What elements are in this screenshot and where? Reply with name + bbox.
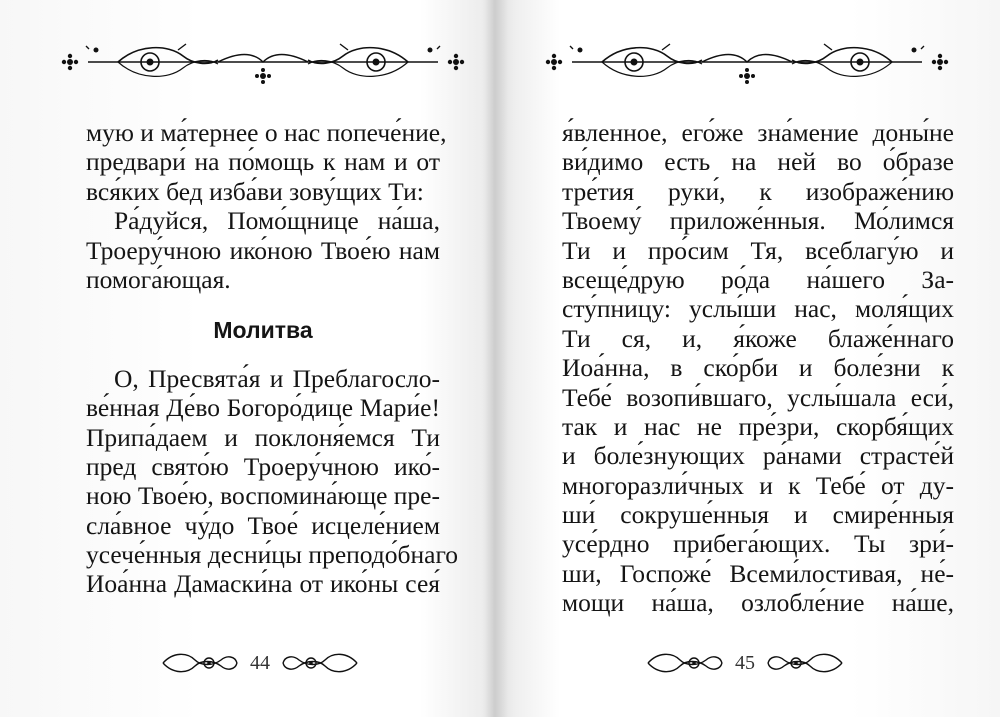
text-line: О, Пресвята́я и Преблагосло-: [114, 363, 440, 393]
left-page-text: [86, 118, 459, 599]
text-line: помога́ющая.: [86, 264, 231, 294]
text-line: я́вленное, его́же зна́мение доны́не: [562, 118, 954, 147]
text-line: Иоа́нна Дамаски́на от ико́ны сея́: [86, 569, 440, 599]
floral-vine-ornament-icon: [542, 36, 952, 88]
text-line: и боле́знующих ра́нами страсте́й: [562, 441, 954, 471]
text-line: так и нас не пре́зри, скорбя́щих: [562, 411, 954, 441]
right-page: [500, 0, 1000, 717]
text-line: ве́нная Де́во Богоро́дице Мари́е!: [86, 393, 440, 423]
text-line: предвари́ на по́мощь к нам и от: [86, 147, 440, 177]
flourish-left-icon: [644, 648, 726, 678]
text-line: Ра́дуйся, Помо́щнице на́ша,: [114, 206, 440, 236]
text-line: сла́вное чу́до Твое́ исцеле́нием: [86, 510, 440, 540]
text-line: Тебе́ возопи́вшаго, услы́шала еси́,: [562, 382, 954, 412]
right-page-text: [562, 118, 954, 618]
left-page-footer: [150, 648, 370, 678]
left-page: [0, 0, 490, 717]
text-line: усе́рдно прибега́ющих. Ты зри́-: [562, 529, 954, 559]
text-line: усече́нныя десни́цы преподо́бнаго: [86, 540, 459, 570]
flourish-right-icon: [279, 648, 361, 678]
text-line: Троеру́чною ико́ною Твое́ю нам: [86, 235, 440, 265]
page-number: 45: [735, 651, 755, 674]
text-line: Твоему́ приложе́нныя. Мо́лимся: [562, 206, 954, 236]
text-line: вся́ких бед изба́ви зову́щих Ти:: [86, 176, 424, 206]
floral-vine-ornament-icon: [58, 36, 468, 88]
prayer-heading: Молитва: [213, 317, 313, 344]
text-line: всеще́друю ро́да на́шего За-: [562, 264, 954, 294]
right-page-footer: [630, 648, 860, 678]
text-line: тре́тия руки́, к изображе́нию: [562, 176, 954, 206]
text-line: Припа́даем и поклоня́емся Ти: [86, 422, 440, 452]
text-line: Ти ся, и, я́коже блаже́ннаго: [562, 323, 954, 353]
text-line: ви́димо есть на ней во о́бразе: [562, 147, 954, 177]
text-line: многоразли́чных и к Тебе́ от ду-: [562, 470, 954, 500]
text-line: ши, Госпоже́ Всеми́лостивая, не́-: [562, 558, 954, 588]
text-line: ши́ сокруше́нныя и смире́нныя: [562, 500, 954, 530]
text-line: сту́пницу: услы́ши нас, моля́щих: [562, 294, 954, 324]
text-line: мую и ма́тернее о нас попече́ние,: [86, 118, 447, 147]
text-line: пред свято́ю Троеру́чною ико́-: [86, 451, 440, 481]
flourish-left-icon: [159, 648, 241, 678]
text-line: Иоа́нна, в ско́рби и боле́зни к: [562, 353, 954, 383]
text-line: ною Твое́ю, воспомина́юще пре-: [86, 481, 440, 511]
text-line: Ти и про́сим Тя, всеблагу́ю и: [562, 235, 954, 265]
page-number: 44: [250, 651, 270, 674]
text-line: мощи на́ша, озлобле́ние на́ше,: [562, 588, 954, 618]
flourish-right-icon: [764, 648, 846, 678]
